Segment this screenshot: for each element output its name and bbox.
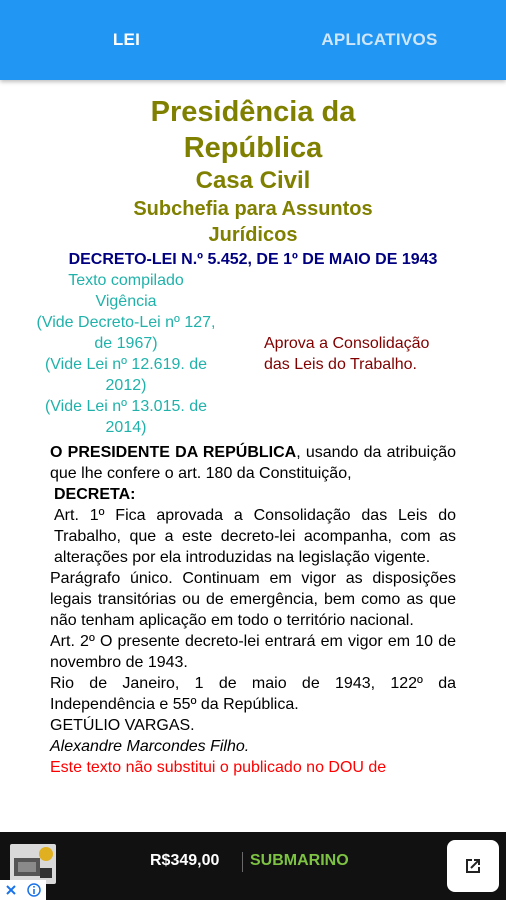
title-line2: República	[183, 132, 323, 164]
casa-civil-heading: Casa Civil	[195, 167, 311, 194]
ad-store-name[interactable]: SUBMARINO	[250, 852, 349, 869]
article-2: Art. 2º O presente decreto-lei entrará em vigor em 10 de novembro de 1943.	[50, 633, 456, 671]
presidente-label: O PRESIDENTE DA REPÚBLICA	[50, 444, 297, 461]
decree-title: DECRETO-LEI N.º 5.452, DE 1º DE MAIO DE 1943	[68, 251, 438, 268]
tab-aplicativos[interactable]: APLICATIVOS	[321, 30, 438, 49]
signature-president: GETÚLIO VARGAS.	[50, 717, 195, 734]
subchefia-line1: Subchefia para Assuntos	[133, 198, 373, 220]
ementa	[252, 270, 464, 438]
link-vide-lei-13015[interactable]: (Vide Lei nº 13.015. de	[44, 398, 208, 415]
decreta-label: DECRETA:	[54, 486, 136, 503]
dou-notice: Este texto não substitui o publicado no DOU de	[50, 759, 387, 776]
link-vide-lei-12619-cont[interactable]: 2012)	[105, 377, 147, 394]
preamble-text: , usando da atribuição que lhe confere o art. 180 da Constituição,	[50, 444, 457, 482]
close-ad-icon[interactable]	[5, 884, 17, 896]
tab-lei[interactable]: LEI	[112, 30, 141, 49]
link-vide-lei-13015-cont[interactable]: 2014)	[105, 419, 147, 436]
title-line1: Presidência da	[150, 96, 356, 128]
subchefia-line2: Jurídicos	[208, 224, 298, 246]
law-document[interactable]	[0, 80, 506, 832]
link-vide-decreto-127-cont[interactable]: de 1967)	[94, 335, 158, 352]
article-1: Art. 1º Fica aprovada a Consolidação das Leis do Trabalho, que a este decreto-lei acompanha, com as alterações por ela introduzidas na legislação vigente.	[54, 507, 456, 566]
link-vide-lei-12619[interactable]: (Vide Lei nº 12.619. de	[44, 356, 208, 373]
link-vigencia[interactable]: Vigência	[95, 293, 157, 310]
ementa-line1: Aprova a Consolidação	[264, 335, 430, 352]
ad-separator	[242, 852, 243, 872]
top-tab-bar	[0, 0, 506, 80]
ad-price[interactable]: R$349,00	[150, 852, 220, 869]
document-header	[0, 94, 506, 248]
link-vide-decreto-127[interactable]: (Vide Decreto-Lei nº 127,	[36, 314, 216, 331]
ad-choices-badge[interactable]	[0, 880, 46, 900]
info-icon[interactable]	[27, 883, 41, 897]
ad-product-image[interactable]	[10, 844, 56, 884]
notes-and-ementa	[0, 270, 506, 438]
ad-banner[interactable]	[0, 832, 506, 900]
ementa-line2: das Leis do Trabalho.	[264, 356, 417, 373]
signature-minister: Alexandre Marcondes Filho.	[50, 738, 250, 755]
preamble	[50, 442, 456, 484]
link-texto-compilado[interactable]: Texto compilado	[68, 272, 184, 289]
compilation-notes	[0, 270, 252, 438]
open-external-icon[interactable]	[447, 840, 499, 892]
place-and-date: Rio de Janeiro, 1 de maio de 1943, 122º da Independência e 55º da República.	[50, 675, 456, 713]
paragrafo-unico: Parágrafo único. Continuam em vigor as disposições legais transitórias ou de emergência, bem como as que não tenham aplicação em todo o território nacional.	[50, 570, 456, 629]
decree-body	[0, 442, 506, 778]
